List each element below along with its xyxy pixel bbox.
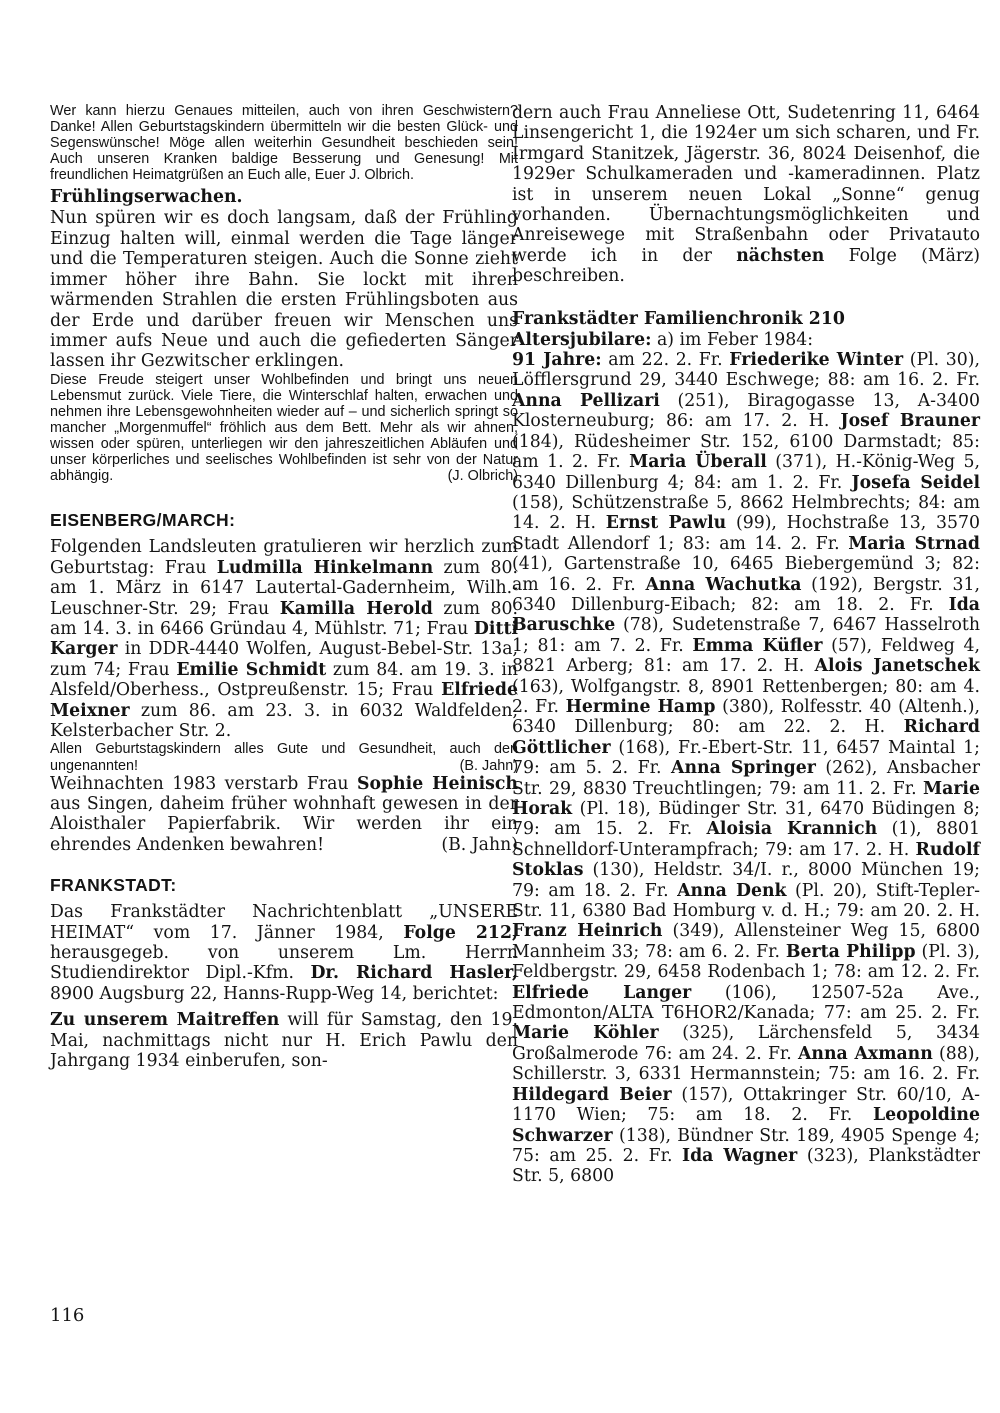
person-name: Ida Wagner xyxy=(682,1145,798,1166)
frankstadt-newsletter-paragraph xyxy=(50,902,518,1004)
text-run: (130), Heldstr. 34/I. r., 8000 München 19; 79: am 18. 2. Fr. xyxy=(512,860,980,901)
highlight: Folge 212, xyxy=(403,922,518,943)
text-run: Weihnachten 1983 verstarb Frau xyxy=(50,773,357,794)
highlight: nächsten xyxy=(736,245,825,266)
text-run: (371), H.-König-Weg 5, 6340 Dillenburg 4; 84: am 1. 2. Fr. xyxy=(512,452,980,493)
jubilare-intro xyxy=(512,330,980,350)
text-run: aus Singen, daheim früher wohnhaft gewesen in der Aloisthaler Papierfabrik. Wir werden ihr ein ehrendes Andenken bewahren! xyxy=(50,794,518,855)
text-run: will für Samstag, den 19. Mai, nachmittags nicht nur H. Erich Pawlu den Jahrgang 1934 einberufen, son- xyxy=(50,1010,518,1072)
highlight: Zu unserem Maitreffen xyxy=(50,1010,280,1031)
signature-olbrich: (J. Olbrich) xyxy=(447,468,518,485)
text-run: (251), Biragogasse 13, A-3400 Klosterneuburg; 86: am 17. 2. H. xyxy=(512,390,980,432)
text-run: a) im Feber 1984: xyxy=(651,329,814,350)
text-run: (Pl. 30), Löfflersgrund 29, 3440 Eschwege; 88: am 16. 2. Fr. xyxy=(512,350,981,391)
text-run: (88), Schillerstr. 3, 6331 Hermannstein; 75: am 16. 2. Fr. xyxy=(512,1043,980,1085)
text-run: (Pl. 20), Stift-Tepler-Str. 11, 6380 Bad Homburg v. d. H.; 79: am 20. 2. H. xyxy=(512,880,980,922)
intro-paragraph: Wer kann hierzu Genaues mitteilen, auch von ihren Geschwistern? Danke! Allen Geburtstagskindern übermitteln wir die besten Glück- und Segenswünsche! Möge allen weiterhin Gesundheit beschieden sein! Auch unseren Kranken baldige Besserung und Genesung! Mit freundlichen Heimatgrüßen an Euch alle, Euer J. Olbrich. xyxy=(50,103,518,184)
person-name: Sophie Heinisch xyxy=(356,773,518,794)
text-run: zum 80. am 1. März in 6147 Lautertal-Gadernheim, Wilh.-Leuschner-Str. 29; Frau xyxy=(50,557,518,619)
person-name: Ditti Karger xyxy=(50,619,518,660)
text-run: zum 80. am 14. 3. in 6466 Gründau 4, Mühlstr. 71; Frau xyxy=(50,598,518,639)
text-run: am 22. 2. Fr. xyxy=(601,350,730,371)
eisenberg-birthday-paragraph xyxy=(50,537,518,741)
text-run: (157), Ottakringer Str. 60/10, A-1170 Wien; 75: am 18. 2. Fr. xyxy=(512,1084,980,1126)
text-run: zum 84. am 19. 3. in Alsfeld/Oberhess., Ostpreußenstr. 15; Frau xyxy=(50,659,518,701)
text-run: in DDR-4440 Wolfen, August-Bebel-Str. 13a, zum 74; Frau xyxy=(50,639,518,680)
person-name: Maria Überall xyxy=(629,452,767,473)
text-run: (78), Sudetenstraße 7, 6467 Hasselroth 1; 81: am 7. 2. Fr. xyxy=(512,615,980,656)
person-name: Hildegard Beier xyxy=(512,1084,672,1105)
person-name: Berta Philipp xyxy=(785,941,916,962)
text-run: (138), Bündner Str. 189, 4905 Spenge 4; 75: am 25. 2. Fr. xyxy=(512,1125,980,1166)
section-heading-frankstadt: FRANKSTADT: xyxy=(50,875,177,896)
person-name: Anna Denk xyxy=(677,880,787,901)
person-name: Kamilla Herold xyxy=(279,598,433,619)
left-column xyxy=(50,103,518,1072)
person-name: Richard Göttlicher xyxy=(512,717,980,758)
person-name: Emilie Schmidt xyxy=(176,659,327,680)
text-run: (Pl. 18), Büdinger Str. 31, 6470 Büdingen 8; 79: am 15. 2. Fr. xyxy=(512,799,980,840)
text-run: Das Frankstädter Nachrichtenblatt „UNSERE HEIMAT“ vom 17. Jänner 1984, xyxy=(50,902,518,943)
label: Altersjubilare: xyxy=(512,329,652,350)
text-run: herausgegeb. von unserem Lm. Herrn Studiendirektor Dipl.-Kfm. xyxy=(50,943,518,984)
text-run: (262), Ansbacher Str. 29, 8830 Treuchtlingen; 79: am 11. 2. Fr. xyxy=(512,758,980,799)
text-run: (158), Schützenstraße 5, 8662 Helmbrechts; 84: am 14. 2. H. xyxy=(512,492,980,534)
text-run: zum 86. am 23. 3. in 6032 Waldfelden, Kelsterbacher Str. 2. xyxy=(50,700,518,742)
text-run: (163), Wolfgangstr. 8, 8901 Rettenbergen; 80: am 4. 2. Fr. xyxy=(512,676,980,717)
person-name: Ida Baruschke xyxy=(512,594,980,636)
person-name: Franz Heinrich xyxy=(512,921,663,942)
person-name: Leopoldine Schwarzer xyxy=(512,1105,980,1146)
text-run: (Pl. 3), Feldbergstr. 29, 6458 Rodenbach 1; 78: am 12. 2. Fr. xyxy=(512,941,980,983)
person-name: Marie Köhler xyxy=(512,1023,659,1044)
text-run: 8900 Augsburg 22, Hanns-Rupp-Weg 14, berichtet: xyxy=(50,983,499,1004)
section-heading-fruehlingserwachen: Frühlingserwachen. xyxy=(50,187,243,208)
person-name: Alois Janetschek xyxy=(814,656,980,677)
text-run: (41), Gartenstraße 10, 6465 Biebergemünd 3; 82: am 16. 2. Fr. xyxy=(512,554,980,595)
jubilare-list-paragraph xyxy=(512,350,980,1187)
person-name: Rudolf Stoklas xyxy=(512,839,980,881)
spring-small-text: Diese Freude steigert unser Wohlbefinden und bringt uns neuen Lebensmut zurück. Viele Tiere, die Winterschlaf halten, erwachen und nehmen ihre Lebensgewohnheiten wieder auf – und sicherlich springt so mancher „Morgenmuffel“ fröhlich aus dem Bett. Mehr als wir ahnen, wissen oder spüren, unterliegen wir den jahreszeitlichen Abläufen und unser körperliches und seelisches Wohlbefinden ist sehr von der Natur abhängig. xyxy=(50,371,518,485)
person-name: Dr. Richard Hasler, xyxy=(310,963,518,984)
text-run: (192), Bergstr. 31, 6340 Dillenburg-Eibach; 82: am 18. 2. Fr. xyxy=(512,574,980,615)
person-name: Friederike Winter xyxy=(729,350,904,371)
text-run: (57), Feldweg 4, 8821 Arberg; 81: am 17. 2. H. xyxy=(512,635,980,677)
person-name: Hermine Hamp xyxy=(565,696,716,717)
person-name: Elfriede Meixner xyxy=(50,680,518,721)
person-name: Ernst Pawlu xyxy=(605,513,727,534)
text-run: (349), Allensteiner Weg 15, 6800 Mannheim 33; 78: am 6. 2. Fr. xyxy=(512,921,981,962)
text-run: (380), Rolfesstr. 40 (Altenh.), 6340 Dillenburg; 80: am 22. 2. H. xyxy=(512,696,980,738)
text-run: (106), 12507-52a Ave., Edmonton/ALTA T6HOR2/Kanada; 77: am 25. 2. Fr. xyxy=(512,982,980,1024)
text-run: (184), Rüdesheimer Str. 152, 6100 Darmstadt; 85: am 1. 2. Fr. xyxy=(512,431,980,473)
text-run: (325), Lärchensfeld 5, 3434 Großalmerode 76: am 24. 2. Fr. xyxy=(512,1023,980,1064)
person-name: Ludmilla Hinkelmann xyxy=(216,557,434,578)
person-name: 91 Jahre: xyxy=(512,350,602,371)
text-run: dern auch Frau Anneliese Ott, Sudetenring 11, 6464 Linsengericht 1, die 1924er um sich scharen, und Fr. Irmgard Stanitzek, Jägerstr. 36, 8024 Deisenhof, die 1929er Schulkameraden und -kameradinnen. Platz ist in unserem neuen Lokal „Sonne“ genug vorhanden. Übernachtungsmöglichkeiten und Anreisewege mit Straßenbahn oder Privatauto werde ich in der xyxy=(512,103,980,266)
signature-jahn: (B. Jahn) xyxy=(441,834,518,855)
text-run: Folge (März) beschreiben. xyxy=(512,245,980,287)
person-name: Marie Horak xyxy=(512,778,980,819)
eisenberg-greeting-paragraph xyxy=(50,741,518,773)
page-number: 116 xyxy=(50,1305,85,1326)
text-run: Allen Geburtstagskindern alles Gute und Gesundheit, auch den ungenannten! xyxy=(50,741,518,774)
signature-jahn: (B. Jahn) xyxy=(459,757,518,774)
frankstadt-maitreffen-paragraph xyxy=(50,1010,518,1071)
eisenberg-obituary-paragraph xyxy=(50,774,518,856)
person-name: Emma Küfler xyxy=(692,635,823,656)
person-name: Anna Axmann xyxy=(798,1043,933,1064)
text-run: (168), Fr.-Ebert-Str. 11, 6457 Maintal 1; 79: am 5. 2. Fr. xyxy=(512,737,980,779)
person-name: Aloisia Krannich xyxy=(706,819,878,840)
text-run: (323), Plankstädter Str. 5, 6800 xyxy=(512,1145,980,1187)
maitreffen-continuation-paragraph xyxy=(512,103,980,287)
text-run: Folgenden Landsleuten gratulieren wir herzlich zum Geburtstag: Frau xyxy=(50,537,518,578)
person-name: Josef Brauner xyxy=(840,411,980,432)
right-column xyxy=(512,103,980,1187)
section-heading-familienchronik: Frankstädter Familienchronik 210 xyxy=(512,308,845,329)
spring-small-paragraph xyxy=(50,372,518,485)
text-run: (99), Hochstraße 13, 3570 Stadt Allendorf 1; 83: am 14. 2. Fr. xyxy=(512,513,980,554)
section-heading-eisenberg: EISENBERG/MARCH: xyxy=(50,510,236,531)
person-name: Maria Strnad xyxy=(848,533,980,554)
person-name: Anna Wachutka xyxy=(645,574,802,595)
person-name: Elfriede Langer xyxy=(512,982,692,1003)
spring-paragraph: Nun spüren wir es doch langsam, daß der Frühling Einzug halten will, einmal werden die Tage länger und die Temperaturen steigen. Auch die Sonne zieht immer höher ihre Bahn. Sie lockt mit ihren wärmenden Strahlen die ersten Frühlingsboten aus der Erde und darüber freuen wir Menschen uns immer aufs Neue und auch die gefiederten Sänger lassen ihr Gezwitscher erklingen. xyxy=(50,208,518,372)
person-name: Anna Pellizari xyxy=(512,390,660,411)
person-name: Josefa Seidel xyxy=(851,472,981,493)
person-name: Anna Springer xyxy=(671,758,816,779)
text-run: (1), 8801 Schnelldorf-Unterampfrach; 79: am 17. 2. H. xyxy=(512,819,980,860)
